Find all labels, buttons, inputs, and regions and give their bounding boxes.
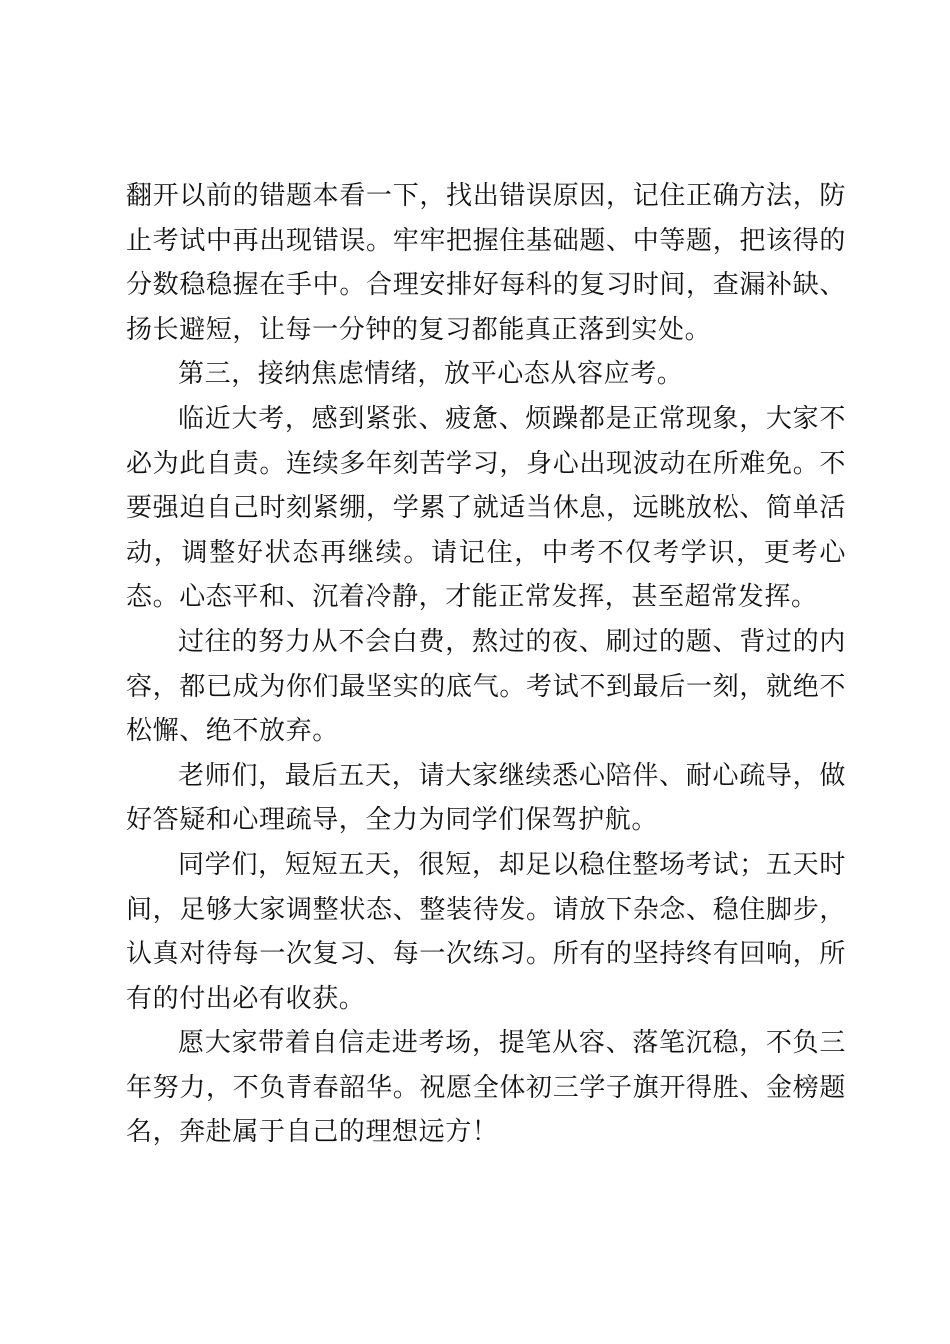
paragraph-students: 同学们，短短五天，很短，却足以稳住整场考试；五天时间，足够大家调整状态、整装待发。请放下杂念、稳住脚步，认真对待每一次复习、每一次练习。所有的坚持终有回响，所有的付出必有收获。 <box>126 849 846 1014</box>
document-body <box>126 174 846 1155</box>
paragraph-teachers: 老师们，最后五天，请大家继续悉心陪伴、耐心疏导，做好答疑和心理疏导，全力为同学们保驾护航。 <box>126 760 846 836</box>
paragraph-section-heading: 第三，接纳焦虑情绪，放平心态从容应考。 <box>178 359 684 390</box>
paragraph: 临近大考，感到紧张、疲惫、烦躁都是正常现象，大家不必为此自责。连续多年刻苦学习，身心出现波动在所难免。不要强迫自己时刻紧绷，学累了就适当休息，远眺放松、简单活动，调整好状态再继续。请记住，中考不仅考学识，更考心态。心态平和、沉着冷静，才能正常发挥，甚至超常发挥。 <box>126 403 846 613</box>
paragraph: 过往的努力从不会白费，熬过的夜、刷过的题、背过的内容，都已成为你们最坚实的底气。考试不到最后一刻，就绝不松懈、绝不放弃。 <box>126 626 846 747</box>
paragraph-continuation: 翻开以前的错题本看一下，找出错误原因，记住正确方法，防止考试中再出现错误。牢牢把握住基础题、中等题，把该得的分数稳稳握在手中。合理安排好每科的复习时间，查漏补缺、扬长避短，让每一分钟的复习都能真正落到实处。 <box>126 181 846 345</box>
paragraph-closing: 愿大家带着自信走进考场，提笔从容、落笔沉稳，不负三年努力，不负青春韶华。祝愿全体初三学子旗开得胜、金榜题名，奔赴属于自己的理想远方！ <box>126 1028 846 1148</box>
